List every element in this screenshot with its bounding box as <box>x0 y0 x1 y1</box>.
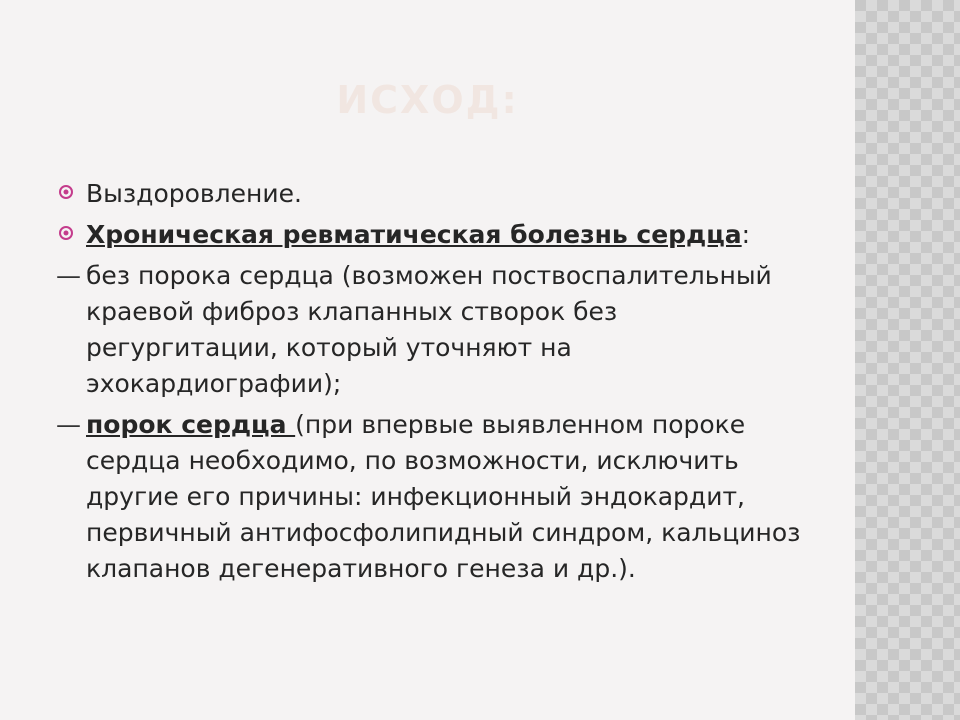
bullet-suffix: : <box>741 220 751 249</box>
slide-title: ИСХОД: <box>336 78 519 122</box>
circle-dot-icon <box>59 226 73 240</box>
decorative-side-pattern <box>855 0 960 720</box>
bullet-text: Выздоровление. <box>86 179 302 208</box>
circle-dot-icon <box>59 185 73 199</box>
bullet-item-recovery <box>56 176 806 212</box>
dash-item-underlined: порок сердца <box>86 410 296 439</box>
bullet-text-underlined: Хроническая ревматическая болезнь сердца <box>86 220 742 249</box>
slide-content <box>56 176 806 592</box>
dash-item-heart-defect <box>56 407 806 587</box>
dash-item-text: без порока сердца (возможен поствоспалительный краевой фиброз клапанных створок без регургитации, который уточняют на эхокардиографии); <box>86 261 772 398</box>
dash-item-no-defect <box>56 258 806 402</box>
bullet-item-chronic-disease <box>56 217 806 253</box>
em-dash: — <box>56 410 81 439</box>
em-dash: — <box>56 261 81 290</box>
dash-item-text: (при впервые выявленном пороке сердца необходимо, по возможности, исключить другие его причины: инфекционный эндокардит, первичный антифосфолипидный синдром, кальциноз клапанов дегенеративного генеза и др.). <box>86 410 801 583</box>
